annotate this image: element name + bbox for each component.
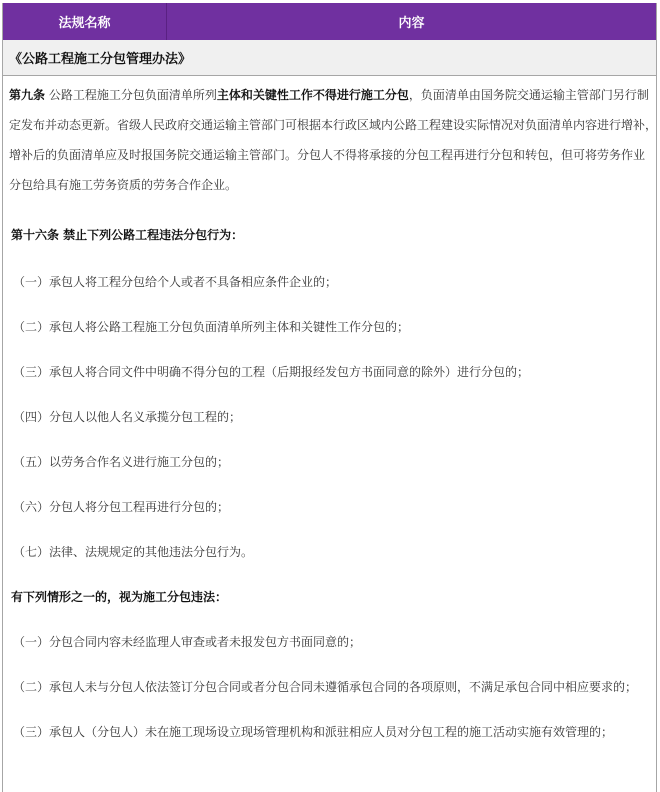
article-9-line-3: 增补后的负面清单应及时报国务院交通运输主管部门。分包人不得将承接的分包工程再进行分包和转包，但可将劳务作业 xyxy=(9,148,646,162)
violations-heading: 有下列情形之一的，视为施工分包违法： xyxy=(11,590,228,604)
article-16-item-7: （七）法律、法规规定的其他违法分包行为。 xyxy=(13,545,254,559)
regulation-name-row xyxy=(3,40,656,76)
article-9-line-1 xyxy=(9,80,657,110)
article-16-item-6: （六）分包人将分包工程再进行分包的； xyxy=(13,500,230,514)
article-16-item-5: （五）以劳务合作名义进行施工分包的； xyxy=(13,455,230,469)
article-9 xyxy=(9,80,657,200)
article-16-item-2: （二）承包人将公路工程施工分包负面清单所列主体和关键性工作分包的； xyxy=(13,320,410,334)
content-cell xyxy=(3,76,656,792)
article-9-text-a: 公路工程施工分包负面清单所列 xyxy=(45,88,217,102)
article-9-line-2: 定发布并动态更新。省级人民政府交通运输主管部门可根据本行政区域内公路工程建设实际情况对负面清单内容进行增补， xyxy=(9,118,658,132)
article-16-item-3: （三）承包人将合同文件中明确不得分包的工程（后期报经发包方书面同意的除外）进行分包的； xyxy=(13,365,530,379)
regulation-name: 《公路工程施工分包管理办法》 xyxy=(9,52,192,67)
header-content: 内容 xyxy=(398,16,425,31)
table-header-row xyxy=(3,3,656,40)
article-9-line-4: 分包给具有施工劳务资质的劳务合作企业。 xyxy=(9,178,238,192)
article-9-emphasis: 主体和关键性工作不得进行施工分包 xyxy=(216,88,409,102)
article-16-item-1: （一）承包人将工程分包给个人或者不具备相应条件企业的； xyxy=(13,275,338,289)
violations-item-1: （一）分包合同内容未经监理人审查或者未报发包方书面同意的； xyxy=(13,635,362,649)
violations-item-3: （三）承包人（分包人）未在施工现场设立现场管理机构和派驻相应人员对分包工程的施工活动实施有效管理的； xyxy=(13,725,614,739)
regulation-table xyxy=(2,3,657,792)
article-9-label: 第九条 xyxy=(9,88,46,102)
article-16-heading: 第十六条 禁止下列公路工程违法分包行为： xyxy=(11,228,244,242)
article-9-text-b: ，负面清单由国务院交通运输主管部门另行制 xyxy=(408,88,649,102)
article-16-item-4: （四）分包人以他人名义承揽分包工程的； xyxy=(13,410,242,424)
header-regulation-name: 法规名称 xyxy=(3,3,167,40)
violations-item-2: （二）承包人未与分包人依法签订分包合同或者分包合同未遵循承包合同的各项原则，不满足承包合同中相应要求的； xyxy=(13,680,638,694)
